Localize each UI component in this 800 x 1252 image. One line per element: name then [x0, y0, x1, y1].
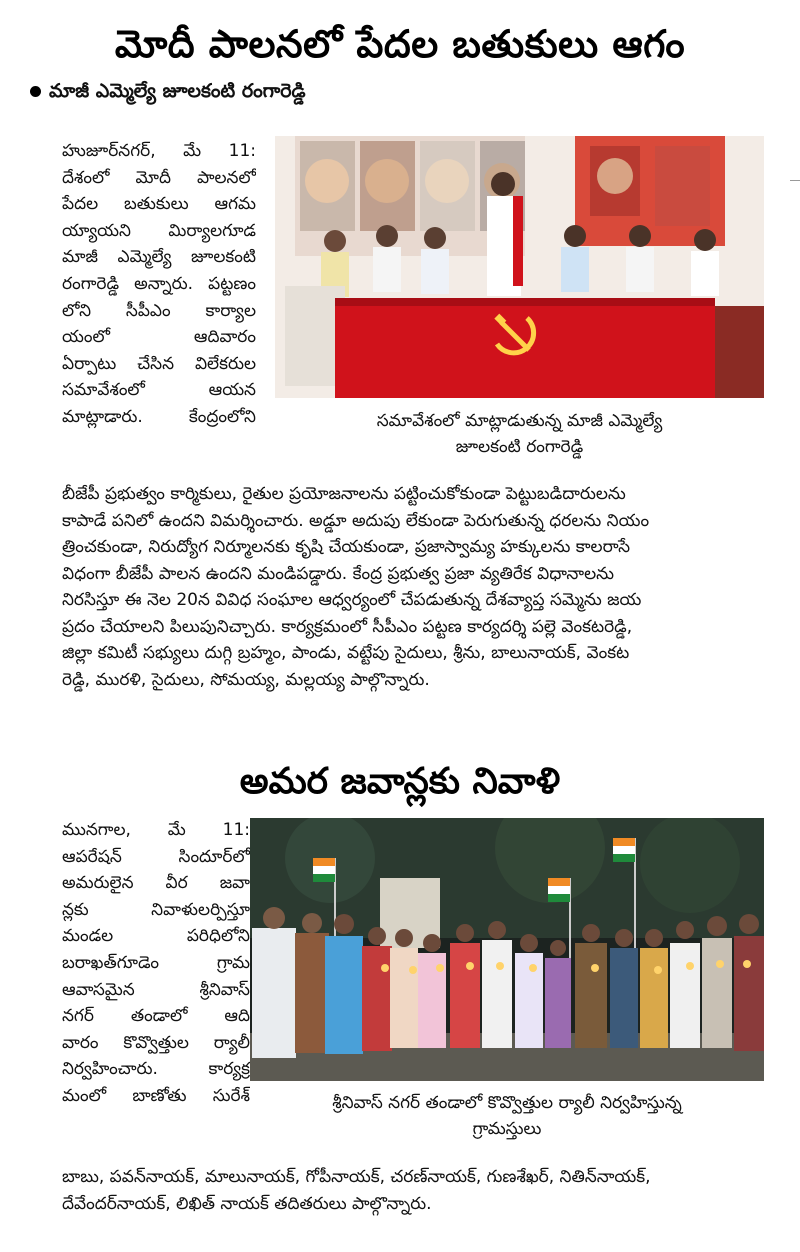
article2-narrow-line: ఆపరేషన్ సిందూర్‌లో: [62, 846, 250, 867]
article1-narrow-line: లోని సీపీఎం కార్యాల: [62, 300, 256, 321]
article1-narrow-line: యంలో ఆదివారం: [62, 327, 256, 348]
article1-narrow-line: య్యాయని మిర్యాలగూడ: [62, 220, 256, 241]
article1-full-line: బీజేపీ ప్రభుత్వం కార్మికులు, రైతుల ప్రయోజనాలను పట్టించుకోకుండా పెట్టుబడిదారులను: [62, 484, 626, 504]
press-meet-illustration: [275, 136, 764, 398]
article2-full-line: దేవేందర్‌నాయక్, లిఖిత్ నాయక్ తదితరులు పాల్గొన్నారు.: [62, 1193, 432, 1214]
article1-caption-line: సమావేశంలో మాట్లాడుతున్న మాజీ ఎమ్మెల్యే: [376, 411, 663, 431]
article1-narrow-line: ఏర్పాటు చేసిన విలేకరుల: [62, 353, 256, 374]
article1-full-line: నిరసిస్తూ ఈ నెల 20న వివిధ సంఘాల ఆధ్వర్యంలో చేపడుతున్న దేశవ్యాప్త సమ్మెను జయ: [62, 590, 642, 610]
article2-narrow-line: మునగాల, మే 11:: [62, 820, 250, 840]
article1-narrow-line: పేదల బతుకులు ఆగమ: [62, 194, 256, 215]
article2-narrow-line: నగర్ తండాలో ఆది: [62, 1006, 250, 1027]
article1-narrow-line: హుజూర్‌నగర్, మే 11:: [62, 141, 256, 161]
article2-caption-line: గ్రామస్తులు: [472, 1119, 542, 1139]
article2-full-column: [62, 1164, 762, 1217]
article2-caption-line: శ్రీనివాస్ నగర్ తండాలో కొవ్వొత్తుల ర్యాలీ నిర్వహిస్తున్న: [332, 1093, 682, 1113]
article2-narrow-line: అమరులైన వీర జవా: [62, 873, 250, 894]
previous-article-cutoff: [0, 0, 800, 12]
article1-full-line: రెడ్డి, మురళి, సైదులు, సోమయ్య, మల్లయ్య పాల్గొన్నారు.: [62, 669, 430, 690]
candle-rally-illustration: [250, 818, 764, 1081]
article1-narrow-line: సమావేశంలో ఆయన: [62, 380, 256, 401]
article1-caption-line: జూలకంటి రంగారెడ్డి: [455, 437, 584, 457]
article2-photo-caption: [250, 1090, 764, 1142]
article1-full-line: త్రించకుండా, నిరుద్యోగ నిర్మూలనకు కృషి చేయకుండా, ప్రజాస్వామ్య హక్కులను కాలరాసే: [62, 537, 631, 557]
bullet-dot-icon: [30, 86, 41, 97]
article1-narrow-line: మాజీ ఎమ్మెల్యే జూలకంటి: [62, 247, 256, 268]
article2-narrow-line: మంలో బాణోతు సురేశ్: [62, 1085, 250, 1106]
article2-narrow-line: మండల పరిధిలోని: [62, 926, 250, 947]
article2-narrow-line: నిర్వహించారు. కార్యక్ర: [62, 1059, 250, 1080]
article2-narrow-column: [62, 817, 250, 1110]
article1-full-column: [62, 481, 762, 693]
article1-full-line: ప్రదం చేయాలని పిలుపునిచ్చారు. కార్యక్రమంలో సీపీఎం పట్టణ కార్యదర్శి పల్లె వెంకటరెడ్డి,: [62, 616, 633, 637]
press-meet-photo: [275, 136, 764, 398]
article2-narrow-line: ఆవాసమైన శ్రీనివాస్: [62, 979, 250, 1000]
article2-narrow-line: న్లకు నివాళులర్పిస్తూ: [62, 899, 250, 920]
column-divider: [790, 180, 800, 181]
article1-narrow-column: [62, 138, 256, 431]
article2-headline: అమర జవాన్లకు నివాళి: [239, 761, 561, 802]
article1-subheadline-text: మాజీ ఎమ్మెల్యే జూలకంటి రంగారెడ్డి: [49, 80, 306, 102]
article1-headline: మోదీ పాలనలో పేదల బతుకులు ఆగం: [114, 22, 686, 66]
article1-full-line: జిల్లా కమిటీ సభ్యులు దుగ్గి బ్రహ్మం, పాండు, వట్టేపు సైదులు, శ్రీను, బాలునాయక్, వెంకట: [62, 643, 630, 663]
article1-subheadline: [30, 76, 306, 106]
article1-full-line: కాపాడే పనిలో ఉందని విమర్శించారు. అడ్డూ అదుపు లేకుండా పెరుగుతున్న ధరలను నియం: [62, 510, 650, 531]
candle-rally-photo: [250, 818, 764, 1081]
article2-narrow-line: వారం కొవ్వొత్తుల ర్యాలీ: [62, 1032, 250, 1053]
article1-narrow-line: మాట్లాడారు. కేంద్రంలోని: [62, 406, 256, 427]
article1-full-line: విధంగా బీజేపీ పాలన ఉందని మండిపడ్డారు. కేంద్ర ప్రభుత్వ ప్రజా వ్యతిరేక విధానాలను: [62, 563, 614, 584]
article2-full-line: బాబు, పవన్‌నాయక్, మాలునాయక్, గోపీనాయక్, చరణ్‌నాయక్, గుణశేఖర్, నితిన్‌నాయక్,: [62, 1167, 651, 1187]
article1-narrow-line: రంగారెడ్డి అన్నారు. పట్టణం: [62, 273, 256, 294]
article1-photo-caption: [275, 408, 764, 460]
article1-narrow-line: దేశంలో మోదీ పాలనలో: [62, 167, 256, 188]
article2-narrow-line: బరాఖత్‌గూడెం గ్రామ: [62, 952, 250, 973]
